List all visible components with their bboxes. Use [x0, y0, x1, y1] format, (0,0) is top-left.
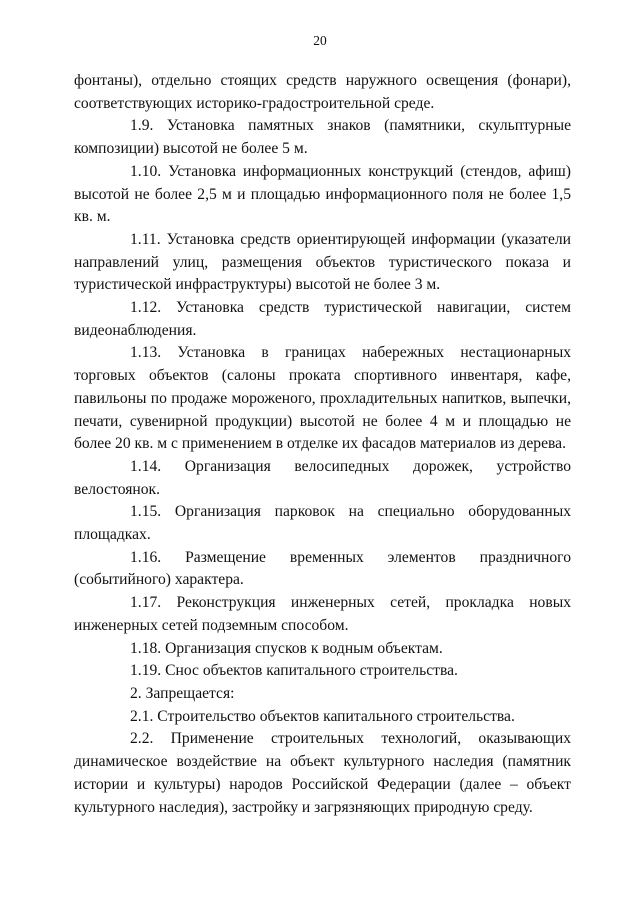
paragraph-2: 2. Запрещается:: [130, 684, 235, 702]
paragraph-1-18: 1.18. Организация спусков к водным объектам.: [130, 639, 443, 657]
paragraph-1-14: 1.14. Организация велосипедных дорожек, устройство велостоянок.: [74, 457, 571, 498]
paragraph-1-19: 1.19. Снос объектов капитального строительства.: [130, 662, 458, 680]
paragraph-2-2: 2.2. Применение строительных технологий, оказывающих динамическое воздействие на объект культурного наследия (памятник истории и культуры) народов Российской Федерации (далее – объект культурного наследия), застройку и загрязняющих природную среду.: [74, 730, 571, 816]
page-number: 20: [313, 33, 327, 48]
paragraph-1-17: 1.17. Реконструкция инженерных сетей, прокладка новых инженерных сетей подземным способом.: [74, 594, 571, 634]
paragraph-1-12: 1.12. Установка средств туристической навигации, систем видеонаблюдения.: [74, 299, 571, 339]
document-body: [74, 70, 571, 819]
paragraph-1-15: 1.15. Организация парковок на специально оборудованных площадках.: [74, 503, 571, 544]
paragraph-1-13: 1.13. Установка в границах набережных нестационарных торговых объектов (салоны проката спортивного инвентаря, кафе, павильоны по продаже мороженого, прохладительных напитков, выпечки, печати, сувенирной продукции) высотой не более 4 м и площадью не более 20 кв. м с применением в отделке их фасадов материалов из дерева.: [74, 344, 571, 453]
paragraph-2-1: 2.1. Строительство объектов капитального строительства.: [130, 707, 515, 725]
paragraph-1-10: 1.10. Установка информационных конструкций (стендов, афиш) высотой не более 2,5 м и площадью информационного поля не более 1,5 кв. м.: [74, 162, 571, 226]
paragraph-continuation: фонтаны), отдельно стоящих средств наружного освещения (фонари), соответствующих историко-градостроительной среде.: [74, 72, 571, 112]
paragraph-1-16: 1.16. Размещение временных элементов праздничного (событийного) характера.: [74, 548, 571, 589]
paragraph-1-9: 1.9. Установка памятных знаков (памятники, скульптурные композиции) высотой не более 5 м.: [74, 117, 571, 158]
paragraph-1-11: 1.11. Установка средств ориентирующей информации (указатели направлений улиц, размещения объектов туристического показа и туристической инфраструктуры) высотой не более 3 м.: [74, 230, 571, 294]
